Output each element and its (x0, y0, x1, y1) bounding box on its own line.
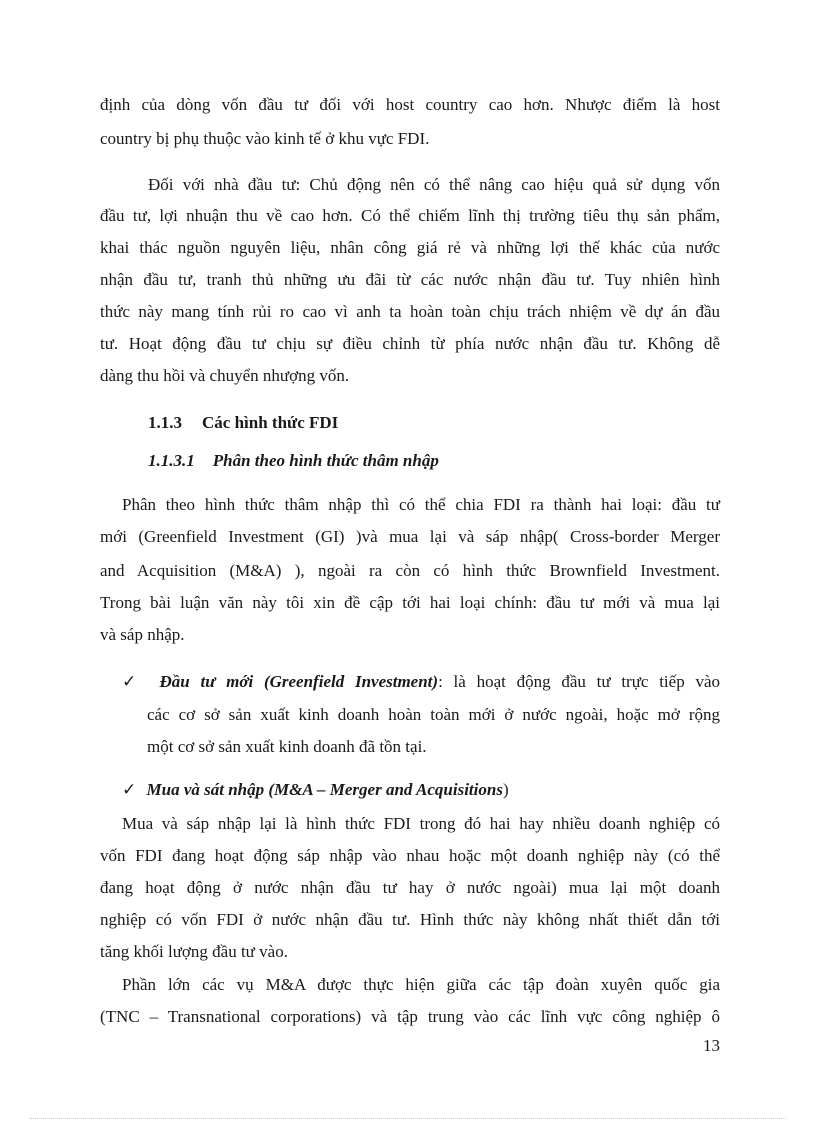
subsection-number: 1.1.3.1 (148, 451, 195, 470)
paragraph-line: Trong bài luận văn này tôi xin đề cập tới hai loại chính: đầu tư mới và mua lại (100, 593, 720, 612)
paragraph-line: thức này mang tính rủi ro cao vì anh ta hoàn toàn chịu trách nhiệm về dự án đầu (100, 302, 720, 321)
paragraph-line: (TNC – Transnational corporations) và tập trung vào các lĩnh vực công nghiệp ô (100, 1007, 720, 1026)
bullet-text: : là hoạt động đầu tư trực tiếp vào (438, 672, 720, 691)
checkmark-icon: ✓ (122, 780, 137, 800)
paragraph-line: và sáp nhập. (100, 625, 185, 644)
paragraph-line: đầu tư, lợi nhuận thu về cao hơn. Có thể chiếm lĩnh thị trường tiêu thụ sản phẩm, (100, 206, 720, 225)
paragraph-line: mới (Greenfield Investment (GI) )và mua lại và sáp nhập( Cross-border Merger (100, 527, 720, 546)
paragraph-line: tăng khối lượng đầu tư vào. (100, 942, 288, 961)
paragraph-line: đang hoạt động ở nước nhận đầu tư hay ở nước ngoài) mua lại một doanh (100, 878, 720, 897)
paragraph-line: Mua và sáp nhập lại là hình thức FDI trong đó hai hay nhiều doanh nghiệp có (122, 814, 720, 833)
paragraph-line: nhận đầu tư, tranh thủ những ưu đãi từ các nước nhận đầu tư. Tuy nhiên hình (100, 270, 720, 289)
paragraph-line: định của dòng vốn đầu tư đối với host country cao hơn. Nhược điểm là host (100, 95, 720, 114)
paragraph-line: Phần lớn các vụ M&A được thực hiện giữa các tập đoàn xuyên quốc gia (122, 975, 720, 994)
section-number: 1.1.3 (148, 413, 182, 432)
paragraph-line: vốn FDI đang hoạt động sáp nhập vào nhau hoặc một doanh nghiệp này (có thể (100, 846, 720, 865)
section-heading (148, 408, 548, 438)
checkmark-icon: ✓ (122, 672, 143, 692)
paragraph-line: Đối với nhà đầu tư: Chủ động nên có thể nâng cao hiệu quả sử dụng vốn (148, 175, 720, 194)
paragraph-line: khai thác nguồn nguyên liệu, nhân công giá rẻ và những lợi thế khác của nước (100, 238, 720, 257)
bullet-item (122, 775, 720, 805)
section-title: Các hình thức FDI (202, 413, 339, 432)
paragraph-line: các cơ sở sản xuất kinh doanh hoàn toàn mới ở nước ngoài, hoặc mở rộng (147, 705, 720, 724)
page-number: 13 (703, 1036, 720, 1055)
bullet-close: ) (502, 780, 509, 799)
bullet-term: Đầu tư mới (Greenfield Investment) (159, 672, 439, 691)
paragraph-line: Phân theo hình thức thâm nhập thì có thể chia FDI ra thành hai loại: đầu tư (122, 495, 720, 514)
paragraph-line: and Acquisition (M&A) ), ngoài ra còn có hình thức Brownfield Investment. (100, 561, 720, 580)
paragraph-line: tư. Hoạt động đầu tư chịu sự điều chỉnh từ phía nước nhận đầu tư. Không dễ (100, 334, 720, 353)
subsection-title: Phân theo hình thức thâm nhập (212, 451, 439, 470)
bullet-item (122, 667, 720, 697)
paragraph-line: nghiệp có vốn FDI ở nước nhận đầu tư. Hình thức này không nhất thiết dẫn tới (100, 910, 720, 929)
page-bottom-divider (30, 1118, 786, 1119)
paragraph-line: một cơ sở sản xuất kinh doanh đã tồn tại. (147, 737, 427, 756)
bullet-term: Mua và sát nhập (M&A – Merger and Acquisitions (146, 780, 503, 799)
subsection-heading (148, 446, 548, 476)
paragraph-line: country bị phụ thuộc vào kinh tế ở khu vực FDI. (100, 129, 430, 148)
paragraph-line: dàng thu hồi và chuyển nhượng vốn. (100, 366, 350, 385)
